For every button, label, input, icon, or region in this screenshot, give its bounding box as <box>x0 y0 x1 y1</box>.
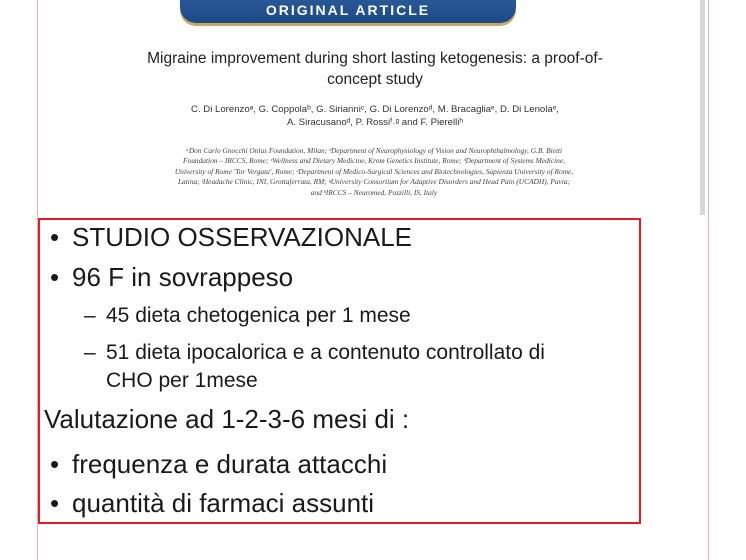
slide-right-edge <box>708 0 709 560</box>
paper-title-line-1: Migraine improvement during short lasting ketogenesis: a proof-of- <box>147 50 603 67</box>
affiliation-line-1: ᵃDon Carlo Gnocchi Onlus Foundation, Milan; ᵇDepartment of Neurophysiology of Vision and Neurophthalmology, G.B. Bietti <box>185 146 563 155</box>
bullet-marker: • <box>50 488 60 518</box>
affiliation-line-2: Foundation – IRCCS, Rome; ᶜWellness and Dietary Medicine, Krom Genetics Institute, Rome; ᵈDepartment of Systems Medicine, <box>183 156 565 166</box>
sub-hypocaloric-group-line-2: CHO per 1mese <box>106 369 258 392</box>
affiliation-line-4: Latina; ᶠHeadache Clinic, INI, Grottaferrata, RM; ᵍUniversity Consortium for Adaptive Disorders and Head Pain (UCADH), Pavia; <box>177 177 571 187</box>
bullet-population: 96 F in sovrappeso <box>72 262 294 292</box>
authors-line-2: A. Siracusanoᵈ, P. Rossiᶠ˒ᵍ and F. Pierelliʰ <box>286 117 464 128</box>
sub-hypocaloric-group-line-1: 51 dieta ipocalorica e a contenuto controllato di <box>106 341 545 364</box>
affiliation-line-3: University of Rome 'Tor Vergata', Rome; ᵉDepartment of Medico-Surgical Sciences and Biotechnologies, Sapienza University of Rome, <box>174 166 574 176</box>
bullet-marker: • <box>50 222 60 252</box>
scan-edge-shadow <box>700 0 705 215</box>
article-type-banner <box>180 0 516 23</box>
bullet-attack-frequency: frequenza e durata attacchi <box>72 449 388 479</box>
article-type-label: ORIGINAL ARTICLE <box>265 1 431 18</box>
bullet-marker: • <box>50 262 60 292</box>
sub-dash: – <box>84 341 96 364</box>
bullet-study-type: STUDIO OSSERVAZIONALE <box>72 222 413 252</box>
sub-dash: – <box>84 304 96 327</box>
paper-title-line-2: concept study <box>327 71 423 88</box>
sub-ketogenic-group: 45 dieta chetogenica per 1 mese <box>106 304 411 327</box>
authors-line-1: C. Di Lorenzoᵃ, G. Coppolaᵇ, G. Sirianniᶜ, G. Di Lorenzoᵈ, M. Bracagliaᵉ, D. Di Lenolaᵉ, <box>191 104 559 115</box>
bullet-marker: • <box>50 449 60 479</box>
affiliation-line-5: and ʰIRCCS – Neuromed, Pozzilli, IS, Italy <box>310 187 438 197</box>
paper-authors <box>60 103 690 129</box>
evaluation-heading: Valutazione ad 1-2-3-6 mesi di : <box>44 404 410 434</box>
paper-title <box>60 48 690 90</box>
paper-affiliations <box>88 146 660 198</box>
bullet-drug-quantity: quantità di farmaci assunti <box>72 488 375 518</box>
